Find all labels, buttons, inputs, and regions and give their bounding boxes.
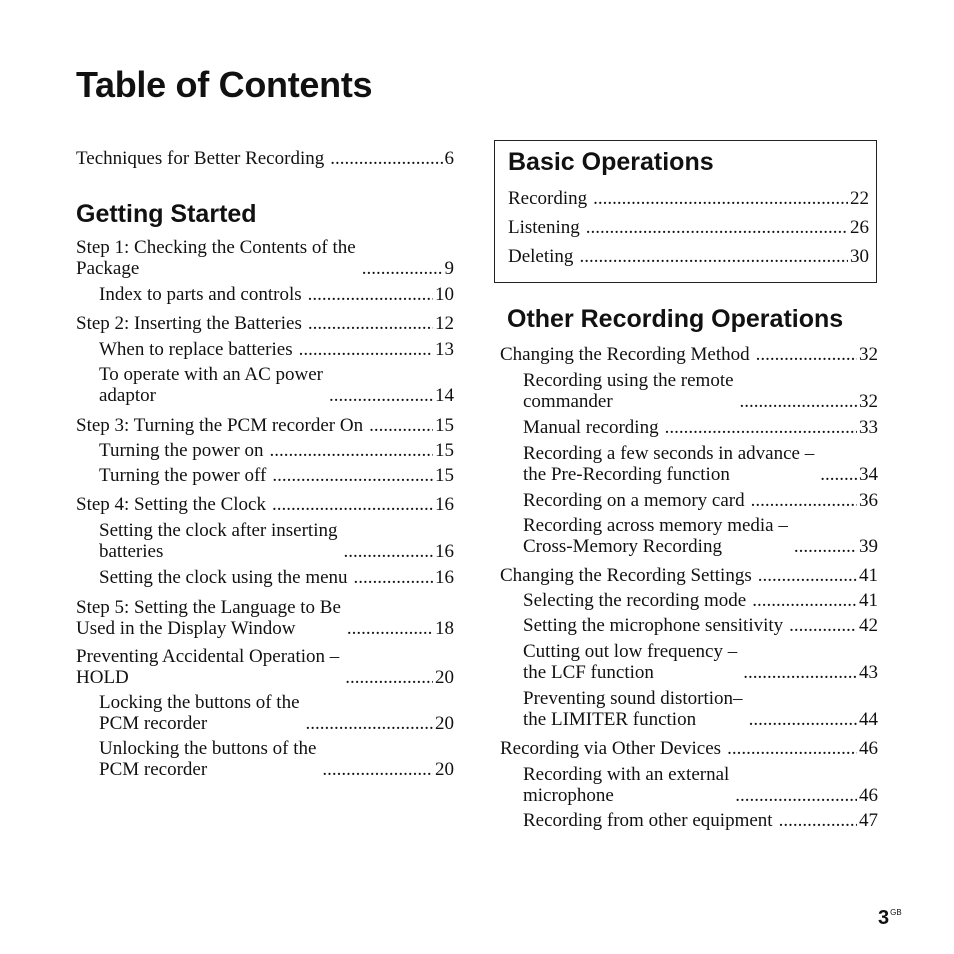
toc-entry-text: Index to parts and controls: [99, 284, 302, 305]
toc-entry-text: Recording with an external microphone: [523, 764, 730, 806]
toc-entry-text: Preventing sound distortion– the LIMITER function: [523, 688, 743, 730]
toc-entry-text: Recording using the remote commander: [523, 370, 734, 412]
toc-entry-text: Turning the power on: [99, 440, 264, 461]
toc-entry-text: When to replace batteries: [99, 339, 293, 360]
dot-leader: [308, 284, 433, 305]
dot-leader: [343, 541, 433, 562]
toc-page-number: 20: [435, 713, 454, 734]
toc-subentry[interactable]: [76, 440, 454, 461]
toc-page-number: 16: [435, 541, 454, 562]
toc-subentry[interactable]: [76, 738, 454, 780]
toc-entry-text: Recording from other equipment: [523, 810, 773, 831]
toc-entry-text: Setting the clock using the menu: [99, 567, 348, 588]
toc-page-number: 47: [859, 810, 878, 831]
right-column: [500, 344, 878, 831]
dot-leader: [329, 385, 433, 406]
toc-entry-text: Turning the power off: [99, 465, 267, 486]
toc-entry-recording[interactable]: [508, 188, 869, 209]
toc-entry-text: Recording across memory media – Cross-Memory Recording: [523, 515, 788, 557]
toc-subentry[interactable]: [500, 443, 878, 485]
toc-entry-techniques[interactable]: [76, 148, 454, 169]
page-number: [878, 907, 902, 930]
toc-entry[interactable]: [76, 237, 454, 279]
dot-leader: [751, 490, 857, 511]
dot-leader: [347, 618, 433, 639]
dot-leader: [779, 810, 857, 831]
toc-subentry[interactable]: [76, 692, 454, 734]
dot-leader: [794, 536, 857, 557]
toc-subentry[interactable]: [76, 520, 454, 562]
toc-page-number: 15: [435, 465, 454, 486]
toc-subentry[interactable]: [500, 641, 878, 683]
toc-page-number: 46: [859, 738, 878, 759]
section-heading-getting-started: Getting Started: [76, 200, 257, 228]
page-number-suffix: GB: [890, 908, 902, 917]
toc-subentry[interactable]: [76, 339, 454, 360]
toc-entry[interactable]: [76, 646, 454, 688]
toc-subentry[interactable]: [500, 490, 878, 511]
basic-operations-list: [508, 188, 869, 275]
toc-page-number: 16: [435, 567, 454, 588]
toc-page-number: 30: [850, 246, 869, 267]
toc-page-number: 39: [859, 536, 878, 557]
dot-leader: [752, 590, 857, 611]
toc-entry[interactable]: [500, 344, 878, 365]
toc-entry-text: Unlocking the buttons of the PCM recorder: [99, 738, 317, 780]
basic-operations-box: [494, 140, 877, 283]
toc-entry-text: Recording a few seconds in advance – the Pre-Recording function: [523, 443, 815, 485]
toc-entry[interactable]: [76, 597, 454, 639]
dot-leader: [299, 339, 433, 360]
dot-leader: [758, 565, 857, 586]
toc-entry-text: Cutting out low frequency – the LCF function: [523, 641, 738, 683]
toc-page-number: 43: [859, 662, 878, 683]
dot-leader: [593, 188, 848, 209]
toc-entry[interactable]: [76, 494, 454, 515]
toc-page-number: 10: [435, 284, 454, 305]
section-heading-other-recording: Other Recording Operations: [507, 305, 844, 333]
dot-leader: [272, 465, 433, 486]
dot-leader: [586, 217, 848, 238]
toc-page-number: 41: [859, 590, 878, 611]
toc-subentry[interactable]: [76, 284, 454, 305]
left-column: [76, 148, 454, 780]
toc-entry-text: Deleting: [508, 246, 574, 267]
toc-entry[interactable]: [500, 738, 878, 759]
toc-entry-text: Step 2: Inserting the Batteries: [76, 313, 302, 334]
toc-subentry[interactable]: [500, 764, 878, 806]
dot-leader: [345, 667, 433, 688]
toc-page-number: 42: [859, 615, 878, 636]
toc-subentry[interactable]: [500, 370, 878, 412]
dot-leader: [579, 246, 848, 267]
toc-entry[interactable]: [500, 565, 878, 586]
toc-subentry[interactable]: [500, 810, 878, 831]
dot-leader: [727, 738, 857, 759]
dot-leader: [322, 759, 433, 780]
dot-leader: [272, 494, 433, 515]
toc-subentry[interactable]: [76, 364, 454, 406]
toc-entry-listening[interactable]: [508, 217, 869, 238]
dot-leader: [789, 615, 857, 636]
toc-entry-text: Changing the Recording Method: [500, 344, 750, 365]
toc-page-number: 14: [435, 385, 454, 406]
toc-page-number: 18: [435, 618, 454, 639]
toc-page-number: 32: [859, 344, 878, 365]
dot-leader: [362, 258, 443, 279]
toc-subentry[interactable]: [500, 590, 878, 611]
toc-entry-text: Locking the buttons of the PCM recorder: [99, 692, 300, 734]
toc-page-number: 32: [859, 391, 878, 412]
dot-leader: [756, 344, 857, 365]
dot-leader: [820, 464, 857, 485]
dot-leader: [743, 662, 857, 683]
toc-page-number: 13: [435, 339, 454, 360]
toc-page-number: 36: [859, 490, 878, 511]
toc-page-number: 26: [850, 217, 869, 238]
dot-leader: [306, 713, 433, 734]
toc-entry-text: Step 1: Checking the Contents of the Package: [76, 237, 356, 279]
toc-subentry[interactable]: [500, 417, 878, 438]
toc-entry-text: Techniques for Better Recording: [76, 148, 325, 169]
toc-subentry[interactable]: [500, 615, 878, 636]
dot-leader: [665, 417, 857, 438]
toc-page-number: 16: [435, 494, 454, 515]
toc-page-number: 15: [435, 440, 454, 461]
toc-page-number: 41: [859, 565, 878, 586]
toc-page-number: 34: [859, 464, 878, 485]
toc-entry-text: Setting the microphone sensitivity: [523, 615, 784, 636]
toc-entry-text: Listening: [508, 217, 580, 238]
toc-page-number: 20: [435, 759, 454, 780]
toc-entry[interactable]: [76, 415, 454, 436]
toc-page-number: 6: [444, 148, 454, 169]
toc-page-number: 22: [850, 188, 869, 209]
toc-page-number: 33: [859, 417, 878, 438]
toc-subentry[interactable]: [76, 465, 454, 486]
toc-entry-text: Setting the clock after inserting batteries: [99, 520, 338, 562]
toc-page-number: 46: [859, 785, 878, 806]
toc-entry-text: Step 4: Setting the Clock: [76, 494, 266, 515]
dot-leader: [740, 391, 857, 412]
dot-leader: [308, 313, 433, 334]
toc-page-number: 15: [435, 415, 454, 436]
page-title: Table of Contents: [76, 64, 373, 105]
toc-subentry[interactable]: [500, 688, 878, 730]
toc-subentry[interactable]: [500, 515, 878, 557]
toc-page-number: 12: [435, 313, 454, 334]
toc-entry-text: Recording via Other Devices: [500, 738, 722, 759]
toc-page-number: 20: [435, 667, 454, 688]
toc-subentry[interactable]: [76, 567, 454, 588]
toc-entry-text: Step 5: Setting the Language to Be Used in the Display Window: [76, 597, 341, 639]
toc-entry-text: Preventing Accidental Operation – HOLD: [76, 646, 340, 688]
toc-entry-text: Changing the Recording Settings: [500, 565, 752, 586]
toc-entry-text: Selecting the recording mode: [523, 590, 747, 611]
toc-entry[interactable]: [76, 313, 454, 334]
toc-entry-text: Recording: [508, 188, 588, 209]
dot-leader: [270, 440, 434, 461]
toc-entry-deleting[interactable]: [508, 246, 869, 267]
toc-entry-text: Manual recording: [523, 417, 659, 438]
dot-leader: [749, 709, 857, 730]
section-heading-basic-operations: Basic Operations: [508, 148, 714, 176]
toc-entry-text: Step 3: Turning the PCM recorder On: [76, 415, 364, 436]
dot-leader: [369, 415, 433, 436]
toc-entry-text: Recording on a memory card: [523, 490, 745, 511]
toc-page-number: 44: [859, 709, 878, 730]
page-number-value: 3: [878, 907, 890, 929]
dot-leader: [354, 567, 433, 588]
toc-entry-text: To operate with an AC power adaptor: [99, 364, 323, 406]
dot-leader: [735, 785, 857, 806]
toc-page-number: 9: [444, 258, 454, 279]
dot-leader: [330, 148, 442, 169]
